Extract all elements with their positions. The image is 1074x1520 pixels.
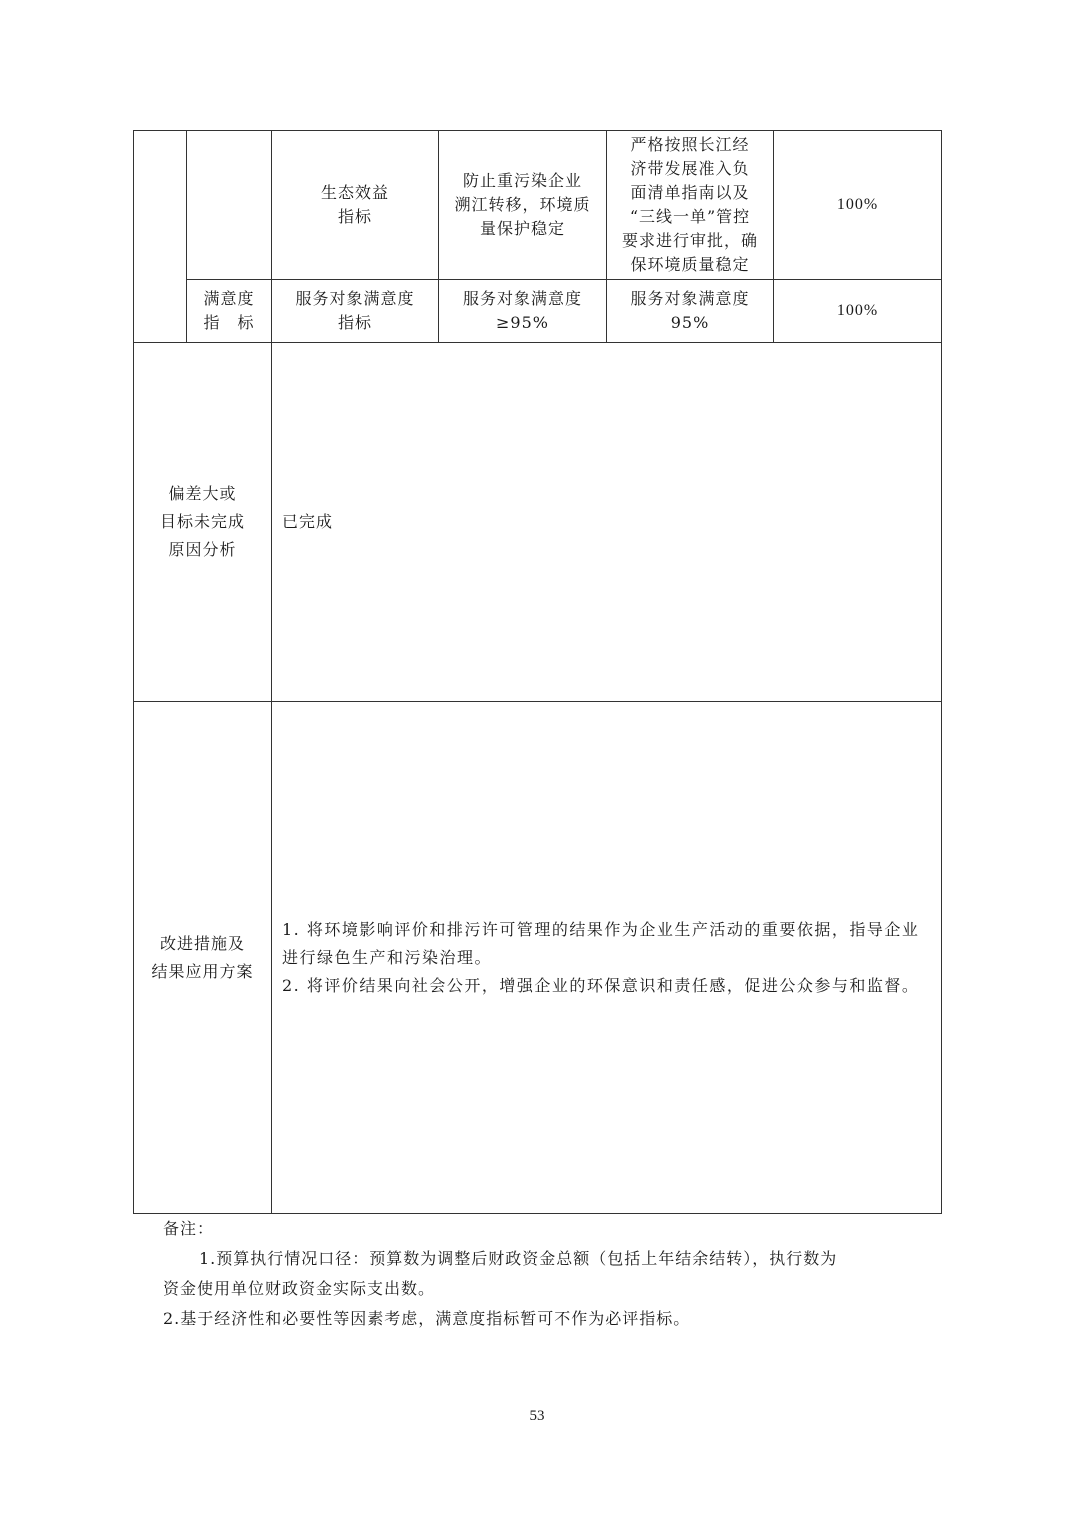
deviation-label-cell	[134, 343, 272, 702]
table-row-deviation	[134, 343, 942, 702]
improvement-label-cell	[134, 702, 272, 1214]
target-cell-ecology	[439, 131, 607, 280]
target-text-satisfaction: 服务对象满意度 ≥95%	[462, 289, 582, 332]
target-text-ecology: 防止重污染企业 溯江转移，环境质 量保护稳定	[454, 171, 591, 238]
table-row-satisfaction	[134, 280, 942, 343]
deviation-content: 已完成	[282, 512, 334, 531]
category-cell-satisfaction	[272, 280, 439, 343]
actual-cell-satisfaction	[607, 280, 774, 343]
score-text-satisfaction: 100%	[836, 302, 879, 319]
actual-text-satisfaction: 服务对象满意度 95%	[630, 289, 750, 332]
performance-table	[133, 130, 942, 1214]
actual-text-ecology: 严格按照长江经 济带发展准入负 面清单指南以及 “三线一单”管控 要求进行审批，确 保环境质量稳定	[621, 135, 758, 274]
improvement-item-2: 2. 将评价结果向社会公开，增强企业的环保意识和责任感，促进公众参与和监督。	[282, 975, 920, 995]
table-row-ecology	[134, 131, 942, 280]
group-cell-empty	[187, 131, 272, 280]
table-row-improvement	[134, 702, 942, 1214]
improvement-content	[272, 916, 941, 1000]
outer-category-cell	[134, 131, 187, 343]
improvement-label: 改进措施及 结果应用方案	[151, 933, 254, 981]
actual-cell-ecology	[607, 131, 774, 280]
deviation-label: 偏差大或 目标未完成 原因分析	[159, 484, 245, 559]
category-text-satisfaction: 服务对象满意度 指标	[295, 289, 415, 332]
improvement-content-cell	[272, 702, 942, 1214]
score-cell-satisfaction	[774, 280, 942, 343]
category-text-ecology: 生态效益 指标	[320, 183, 389, 226]
target-cell-satisfaction	[439, 280, 607, 343]
note-2: 2.基于经济性和必要性等因素考虑，满意度指标暂可不作为必评指标。	[163, 1309, 691, 1328]
note-1-line-2: 资金使用单位财政资金实际支出数。	[163, 1279, 436, 1298]
improvement-item-1: 1. 将环境影响评价和排污许可管理的结果作为企业生产活动的重要依据，指导企业进行绿色生产和污染治理。	[282, 919, 920, 967]
score-cell-ecology	[774, 131, 942, 280]
group-text-satisfaction: 满意度 指 标	[203, 289, 255, 332]
notes-section	[133, 1214, 941, 1334]
score-text-ecology: 100%	[836, 196, 879, 213]
note-1-line-1: 1.预算执行情况口径：预算数为调整后财政资金总额（包括上年结余结转），执行数为	[199, 1249, 838, 1268]
deviation-content-cell	[272, 343, 942, 702]
category-cell-ecology	[272, 131, 439, 280]
group-cell-satisfaction	[187, 280, 272, 343]
page-number: 53	[529, 1408, 545, 1424]
notes-label: 备注：	[163, 1219, 215, 1238]
